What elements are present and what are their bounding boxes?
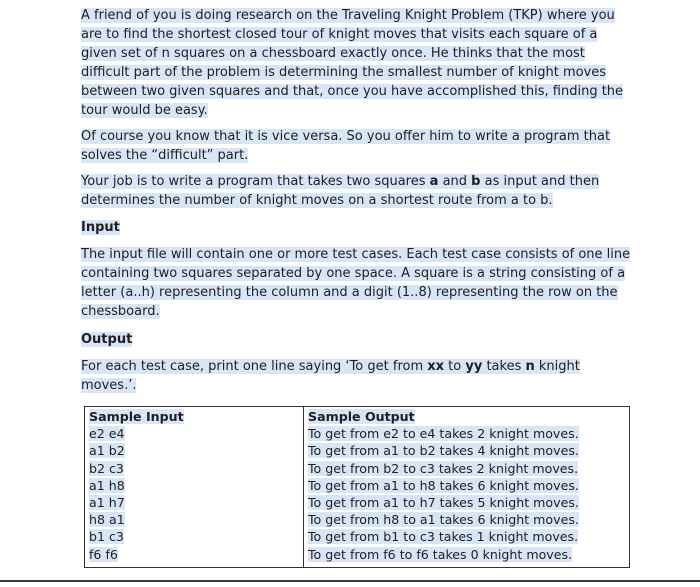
sample-input-line: a1 b2: [89, 443, 125, 459]
bottom-divider: [0, 580, 700, 582]
input-paragraph: The input file will contain one or more test cases. Each test case consists of one line containing two squares separated by one space. A square is a string consisting of a letter (a..h) representing the column and a digit (1..8) representing the row on the chessboard.: [81, 247, 631, 319]
job-paragraph: Your job is to write a program that takes two squares a and b as input and then determines the number of knight moves on a shortest route from a to b.: [81, 174, 600, 208]
course-paragraph: Of course you know that it is vice versa. So you offer him to write a program that solves the “difficult” part.: [81, 129, 611, 163]
sample-output-line: To get from a1 to h7 takes 5 knight moves.: [308, 495, 579, 511]
input-heading: Input: [81, 220, 120, 235]
sample-output-line: To get from a1 to b2 takes 4 knight moves.: [308, 443, 579, 459]
problem-statement: [81, 6, 633, 395]
sample-input-line: a1 h7: [89, 495, 125, 511]
sample-table: [84, 406, 630, 568]
sample-input-line: b2 c3: [89, 460, 124, 476]
sample-input-line: a1 h8: [89, 477, 125, 493]
sample-output-line: To get from b1 to c3 takes 1 knight moves.: [308, 529, 579, 545]
sample-output-line: To get from h8 to a1 takes 6 knight moves.: [308, 512, 579, 528]
output-paragraph: For each test case, print one line saying ‘To get from xx to yy takes n knight moves.’.: [81, 359, 580, 393]
sample-input-line: h8 a1: [89, 512, 125, 528]
sample-output-line: To get from a1 to h8 takes 6 knight moves.: [308, 477, 579, 493]
sample-input-line: b1 c3: [89, 529, 124, 545]
output-heading: Output: [81, 332, 133, 347]
sample-input-header: Sample Input: [89, 409, 184, 424]
intro-paragraph: A friend of you is doing research on the Traveling Knight Problem (TKP) where you are to find the shortest closed tour of knight moves that visits each square of a given set of n squares on a chessboard exactly once. He thinks that the most difficult part of the problem is determining the smallest number of knight moves between two given squares and that, once you have accomplished this, finding the tour would be easy.: [81, 8, 624, 118]
sample-output-line: To get from f6 to f6 takes 0 knight moves.: [308, 546, 573, 562]
sample-input-cell: [85, 407, 304, 568]
sample-input-line: e2 e4: [89, 426, 125, 442]
sample-input-line: f6 f6: [89, 546, 118, 562]
sample-output-line: To get from b2 to c3 takes 2 knight moves.: [308, 460, 579, 476]
sample-output-cell: [304, 407, 630, 568]
sample-output-line: To get from e2 to e4 takes 2 knight moves.: [308, 426, 579, 442]
sample-output-header: Sample Output: [308, 409, 415, 424]
